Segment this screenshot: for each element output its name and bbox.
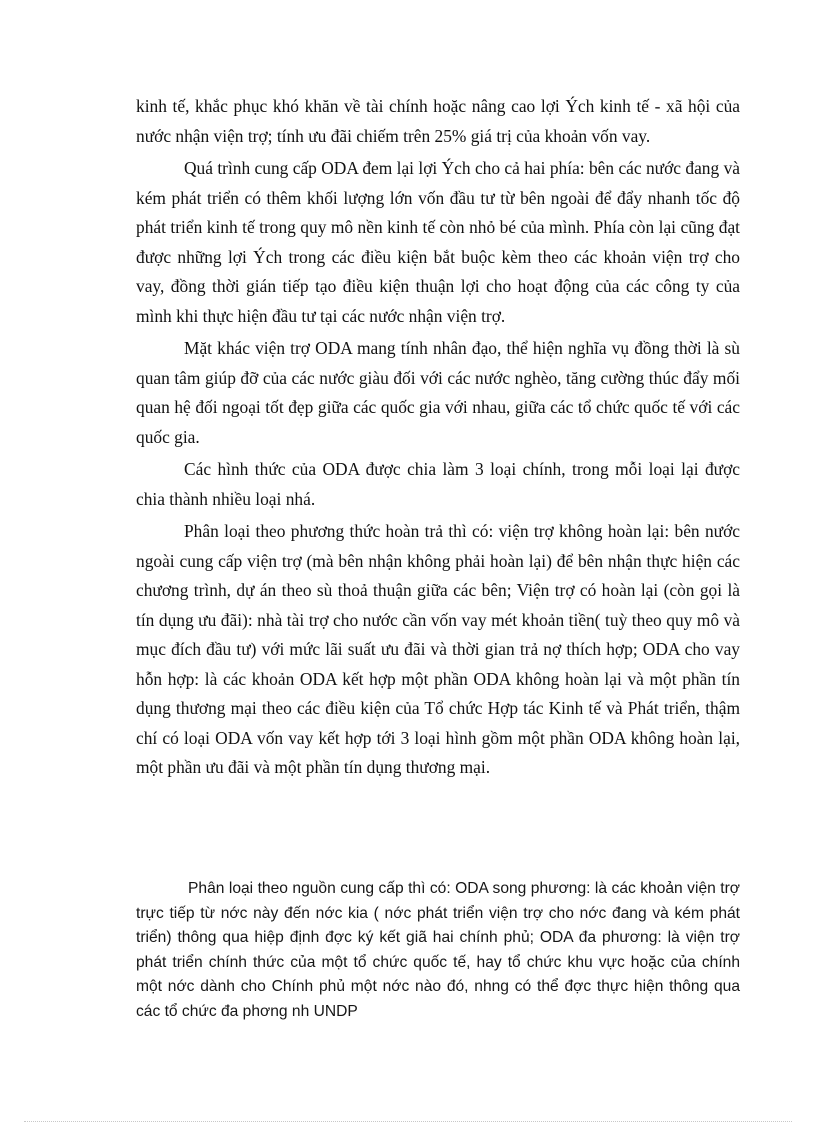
paragraph-oda-forms: Các hình thức của ODA được chia làm 3 loại chính, trong mỗi loại lại được chia thành nhiều loại nhá. [136,459,740,509]
paragraph-classification-repayment: Phân loại theo phương thức hoàn trả thì có: viện trợ không hoàn lại: bên nước ngoài cung cấp viện trợ (mà bên nhận không phải hoàn lại) để bên nhận thực hiện các chương trình, dự án theo sù thoả thuận giữa các bên; Viện trợ có hoàn lại (còn gọi là tín dụng ưu đãi): nhà tài trợ cho nước cần vốn vay mét khoản tiền( tuỳ theo quy mô và mục đích đầu tư) với mức lãi suất ưu đãi và thời gian trả nợ thích hợp; ODA cho vay hỗn hợp: là các khoản ODA kết hợp một phần ODA không hoàn lại và một phần tín dụng thương mại theo các điều kiện của Tổ chức Hợp tác Kinh tế và Phát triển, thậm chí có loại ODA vốn vay kết hợp tới 3 loại hình gồm một phần ODA không hoàn lại, một phần ưu đãi và một phần tín dụng thương mại. [136,521,740,777]
document-body [136,92,740,783]
document-body-alt-font [136,877,740,1024]
page-bottom-divider [24,1121,792,1122]
paragraph-oda-humanitarian: Mặt khác viện trợ ODA mang tính nhân đạo, thể hiện nghĩa vụ đồng thời là sù quan tâm giúp đỡ của các nước giàu đối với các nước nghèo, tăng cường thúc đẩy mối quan hệ đối ngoại tốt đẹp giữa các quốc gia với nhau, giữa các tổ chức quốc tế với các quốc gia. [136,338,740,447]
paragraph-oda-benefits: Quá trình cung cấp ODA đem lại lợi Ých cho cả hai phía: bên các nước đang và kém phát triển có thêm khối lượng lớn vốn đầu tư từ bên ngoài để đẩy nhanh tốc độ phát triển kinh tế trong quy mô nền kinh tế còn nhỏ bé của mình. Phía còn lại cũng đạt được những lợi Ých trong các điều kiện bắt buộc kèm theo các khoản viện trợ cho vay, đồng thời gián tiếp tạo điều kiện thuận lợi cho hoạt động của các công ty của mình khi thực hiện đầu tư tại các nước nhận viện trợ. [136,158,740,326]
paragraph-classification-source: Phân loại theo nguồn cung cấp thì có: ODA song phương: là các khoản viện trợ trực tiếp từ nớc này đến nớc kia ( nớc phát triển viện trợ cho nớc đang và kém phát triển) thông qua hiệp định đợc ký kết giã hai chính phủ; ODA đa phương: là viện trợ phát triển chính thức của một tổ chức quốc tế, hay tổ chức khu vực hoặc của chính một nớc dành cho Chính phủ một nớc nào đó, nhng có thể đợc thực hiện thông qua các tổ chức đa phơng nh UNDP [136,880,740,1020]
paragraph-continuation: kinh tế, khắc phục khó khăn về tài chính hoặc nâng cao lợi Ých kinh tế - xã hội của nước nhận viện trợ; tính ưu đãi chiếm trên 25% giá trị của khoản vốn vay. [136,96,740,146]
